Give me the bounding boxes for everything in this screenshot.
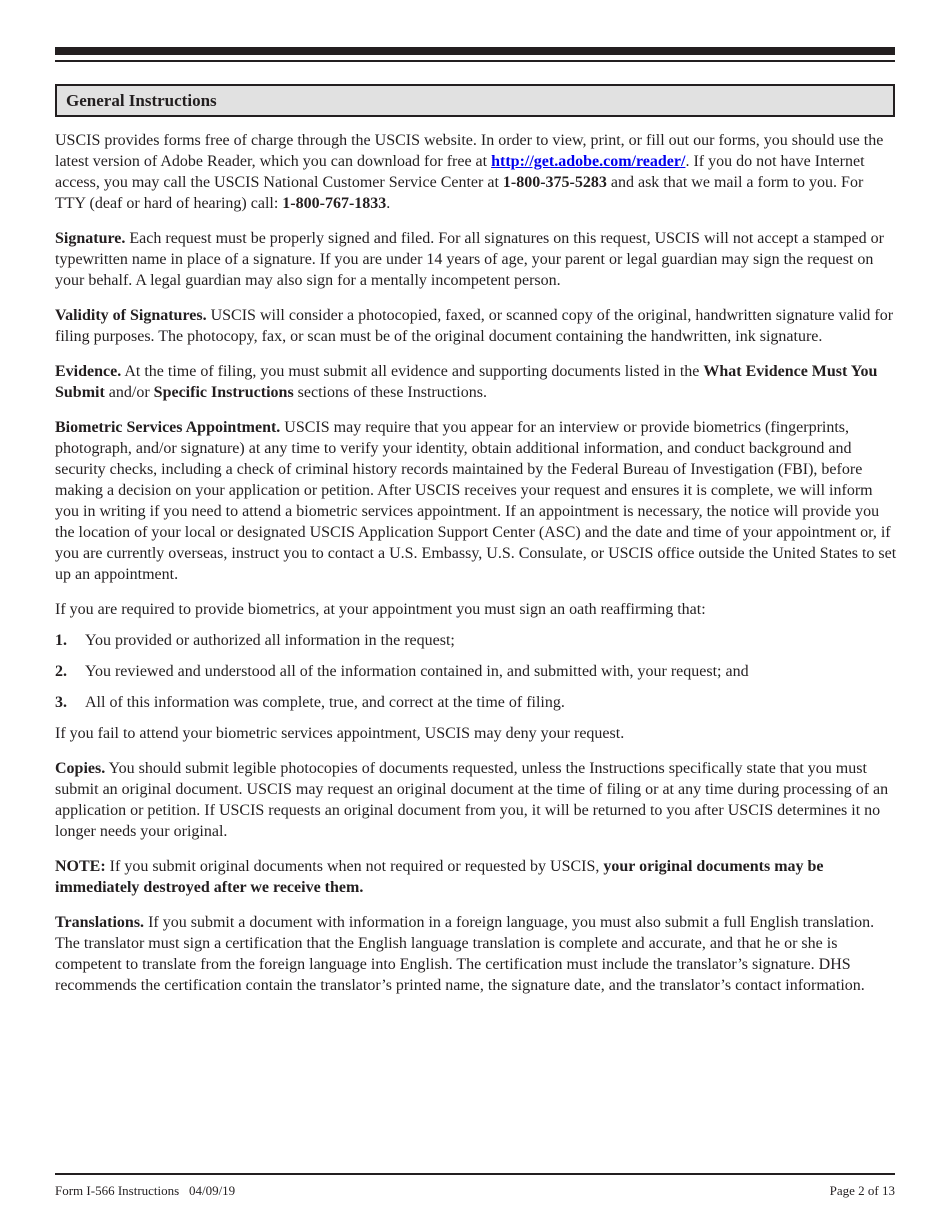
list-item bbox=[55, 630, 897, 651]
paragraph bbox=[55, 856, 897, 898]
bold-text: NOTE: bbox=[55, 858, 106, 875]
list-number: 2. bbox=[55, 663, 67, 680]
paragraph bbox=[55, 130, 897, 214]
text: If you submit original documents when not required or requested by USCIS, bbox=[105, 858, 604, 875]
text: Each request must be properly signed and filed. For all signatures on this request, USCIS will not accept a stamped or typewritten name in place of a signature. If you are under 14 years of age, your parent or legal guardian may sign the request on your behalf. A legal guardian may also sign for a mentally incompetent person. bbox=[55, 230, 884, 289]
text: sections of these Instructions. bbox=[293, 384, 487, 401]
header-rule-thin bbox=[55, 60, 895, 62]
paragraph bbox=[55, 912, 897, 996]
paragraph bbox=[55, 305, 897, 347]
bold-text: Biometric Services Appointment. bbox=[55, 419, 281, 436]
text: USCIS may require that you appear for an interview or provide biometrics (fingerprints, photograph, and/or signature) at any time to verify your identity, obtain additional information, and conduct background and security checks, including a check of criminal history records maintained by the Federal Bureau of Investigation (FBI), before making a decision on your application or petition. After USCIS receives your request and ensures it is complete, we will inform you in writing if you need to attend a biometric services appointment. If an appointment is necessary, the notice will provide you the location of your local or designated USCIS Application Support Center (ASC) and the date and time of your appointment or, if you are currently overseas, instruct you to contact a U.S. Embassy, U.S. Consulate, or USCIS office outside the United States to set up an appointment. bbox=[55, 419, 897, 583]
oath-outro: If you fail to attend your biometric services appointment, USCIS may deny your request. bbox=[55, 725, 625, 742]
bold-text: 1-800-375-5283 bbox=[502, 174, 607, 191]
list-item bbox=[55, 661, 897, 682]
paragraph-group bbox=[55, 758, 897, 996]
text: USCIS will consider a photocopied, faxed, or scanned copy of the original, handwritten signature valid for filing purposes. The photocopy, fax, or scan must be of the original document containing the handwritten, ink signature. bbox=[55, 307, 894, 345]
text: If you submit a document with information in a foreign language, you must also submit a full English translation. The translator must sign a certification that the English language translation is complete and accurate, and that he or she is competent to translate from the foreign language into English. The certification must include the translator’s signature. DHS recommends the certification contain the translator’s printed name, the signature date, and the translator’s contact information. bbox=[55, 914, 875, 994]
footer-form-id: Form I-566 Instructions 04/09/19 bbox=[55, 1183, 236, 1198]
adobe-reader-link[interactable]: http://get.adobe.com/reader/ bbox=[491, 153, 686, 170]
bold-text: Specific Instructions bbox=[153, 384, 294, 401]
text: and ask that we mail a form to you. For TTY (deaf or hard of hearing) call: bbox=[55, 174, 864, 212]
list-number: 3. bbox=[55, 694, 67, 711]
bold-text: Copies. bbox=[55, 760, 106, 777]
bold-text: Signature. bbox=[55, 230, 126, 247]
bold-text: your original documents may be immediately destroyed after we receive them. bbox=[55, 858, 824, 896]
oath-intro: If you are required to provide biometrics, at your appointment you must sign an oath reaffirming that: bbox=[55, 601, 706, 618]
paragraph bbox=[55, 361, 897, 403]
paragraph bbox=[55, 228, 897, 291]
text: You should submit legible photocopies of documents requested, unless the Instructions specifically state that you must submit an original document. USCIS may request an original document at the time of filing or at any time during processing of an application or petition. If USCIS requests an original document from you, it will be returned to you after USCIS determines it no longer needs your original. bbox=[55, 760, 889, 840]
list-number: 1. bbox=[55, 632, 67, 649]
document-body bbox=[55, 130, 897, 1010]
text: . If you do not have Internet access, you may call the USCIS National Customer Service Center at bbox=[55, 153, 865, 191]
bold-text: What Evidence Must You Submit bbox=[55, 363, 878, 401]
footer-page-number: Page 2 of 13 bbox=[829, 1183, 895, 1198]
paragraph bbox=[55, 758, 897, 842]
header-rule-thick bbox=[55, 47, 895, 55]
bold-text: Translations. bbox=[55, 914, 145, 931]
list-text: You reviewed and understood all of the information contained in, and submitted with, your request; and bbox=[85, 663, 749, 680]
footer-rule bbox=[55, 1173, 895, 1175]
bold-text: 1-800-767-1833 bbox=[282, 195, 387, 212]
bold-text: Validity of Signatures. bbox=[55, 307, 207, 324]
section-header bbox=[55, 84, 895, 117]
text: . bbox=[386, 195, 391, 212]
text: USCIS provides forms free of charge through the USCIS website. In order to view, print, or fill out our forms, you should use the latest version of Adobe Reader, which you can download for free at bbox=[55, 132, 884, 170]
section-title: General Instructions bbox=[66, 91, 217, 110]
list-text: All of this information was complete, true, and correct at the time of filing. bbox=[85, 694, 565, 711]
text: and/or bbox=[104, 384, 154, 401]
list-text: You provided or authorized all information in the request; bbox=[85, 632, 455, 649]
paragraph-group bbox=[55, 130, 897, 585]
paragraph bbox=[55, 417, 897, 585]
list-item bbox=[55, 692, 897, 713]
bold-text: Evidence. bbox=[55, 363, 122, 380]
oath-list bbox=[55, 630, 897, 713]
text: At the time of filing, you must submit all evidence and supporting documents listed in the bbox=[121, 363, 704, 380]
